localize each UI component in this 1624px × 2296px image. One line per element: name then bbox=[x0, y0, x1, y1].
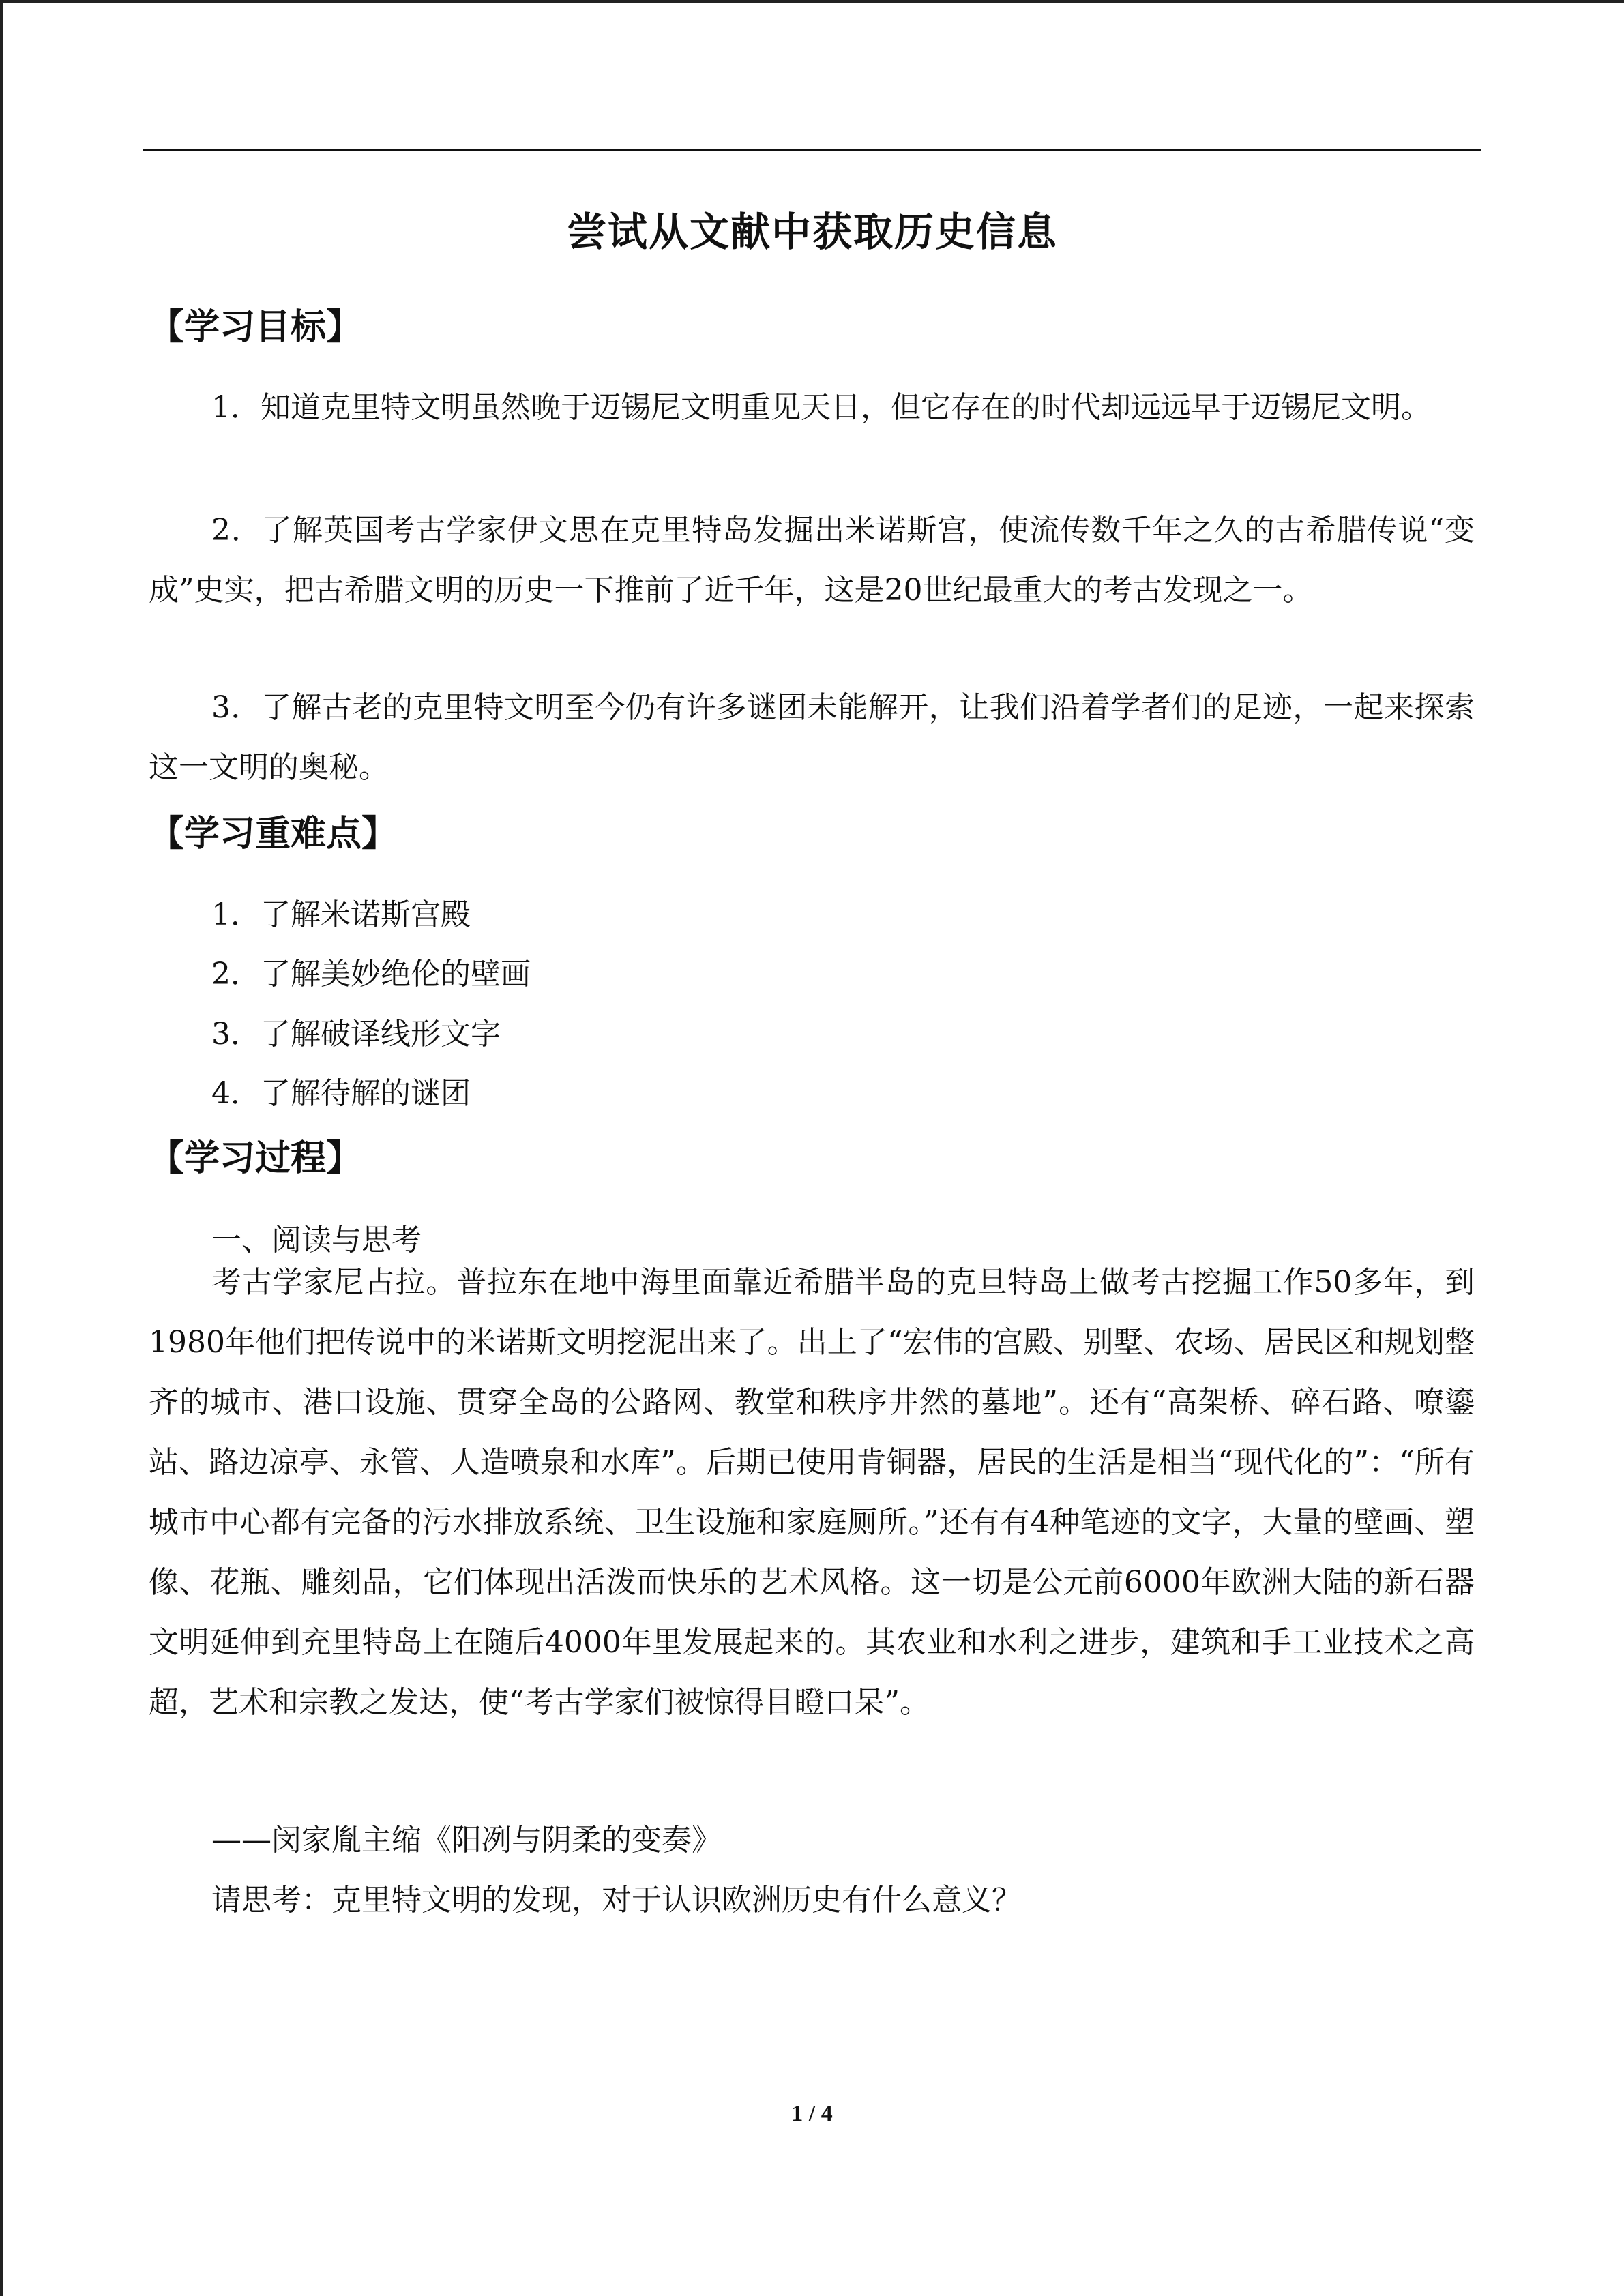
objective-item-3: 3．了解古老的克里特文明至今仍有许多谜团未能解开，让我们沿着学者们的足迹，一起来探索这一文明的奥秘。 bbox=[149, 690, 1475, 785]
section-heading-objectives: 【学习目标】 bbox=[149, 307, 362, 348]
section-heading-key-points: 【学习重难点】 bbox=[149, 814, 398, 854]
header-rule bbox=[143, 149, 1481, 151]
objective-item-1: 1．知道克里特文明虽然晚于迈锡尼文明重见天日，但它存在的时代却远远早于迈锡尼文明。 bbox=[211, 390, 1431, 425]
key-point-item-3: 3．了解破译线形文字 bbox=[211, 1017, 501, 1052]
section-heading-process: 【学习过程】 bbox=[149, 1138, 362, 1179]
reflection-question: 请思考：克里特文明的发现，对于认识欧洲历史有什么意义？ bbox=[211, 1883, 1022, 1918]
document-title: 尝试从文献中获取历史信息 bbox=[566, 209, 1058, 255]
objective-item-2: 2．了解英国考古学家伊文思在克里特岛发掘出米诺斯宫，使流传数千年之久的古希腊传说“变成”史实，把古希腊文明的历史一下推前了近千年，这是20世纪最重大的考古发现之一。 bbox=[149, 513, 1475, 608]
process-subheading: 一、阅读与思考 bbox=[211, 1223, 422, 1257]
key-point-item-1: 1．了解米诺斯宫殿 bbox=[211, 897, 471, 932]
reading-passage: 考古学家尼占拉。普拉东在地中海里面靠近希腊半岛的克旦特岛上做考古挖掘工作50多年，到1980年他们把传说中的米诺斯文明挖泥出来了。出上了“宏伟的宫殿、别墅、农场、居民区和规划整齐的城市、港口设施、贯穿全岛的公路网、教堂和秩序井然的墓地”。还有“高架桥、碎石路、嘹鎏站、路边凉亭、永管、人造喷泉和水库”。后期已使用肯铜器，居民的生活是相当“现代化的”：“所有城市中心都有完备的污水排放系统、卫生设施和家庭厕所。”还有有4种笔迹的文字，大量的壁画、塑像、花瓶、雕刻品，它们体现出活泼而快乐的艺术风格。这一切是公元前6000年欧洲大陆的新石器文明延伸到充里特岛上在随后4000年里发展起来的。其农业和水利之进步，建筑和手工业技术之高超，艺术和宗教之发达，使“考古学家们被惊得目瞪口呆”。 bbox=[149, 1265, 1475, 1720]
key-point-item-4: 4．了解待解的谜团 bbox=[211, 1076, 471, 1111]
key-point-item-2: 2．了解美妙绝伦的壁画 bbox=[211, 957, 531, 992]
passage-source: ——闵家胤主缩《阳冽与阴柔的变奏》 bbox=[211, 1823, 722, 1858]
page-number: 1 / 4 bbox=[791, 2101, 833, 2126]
